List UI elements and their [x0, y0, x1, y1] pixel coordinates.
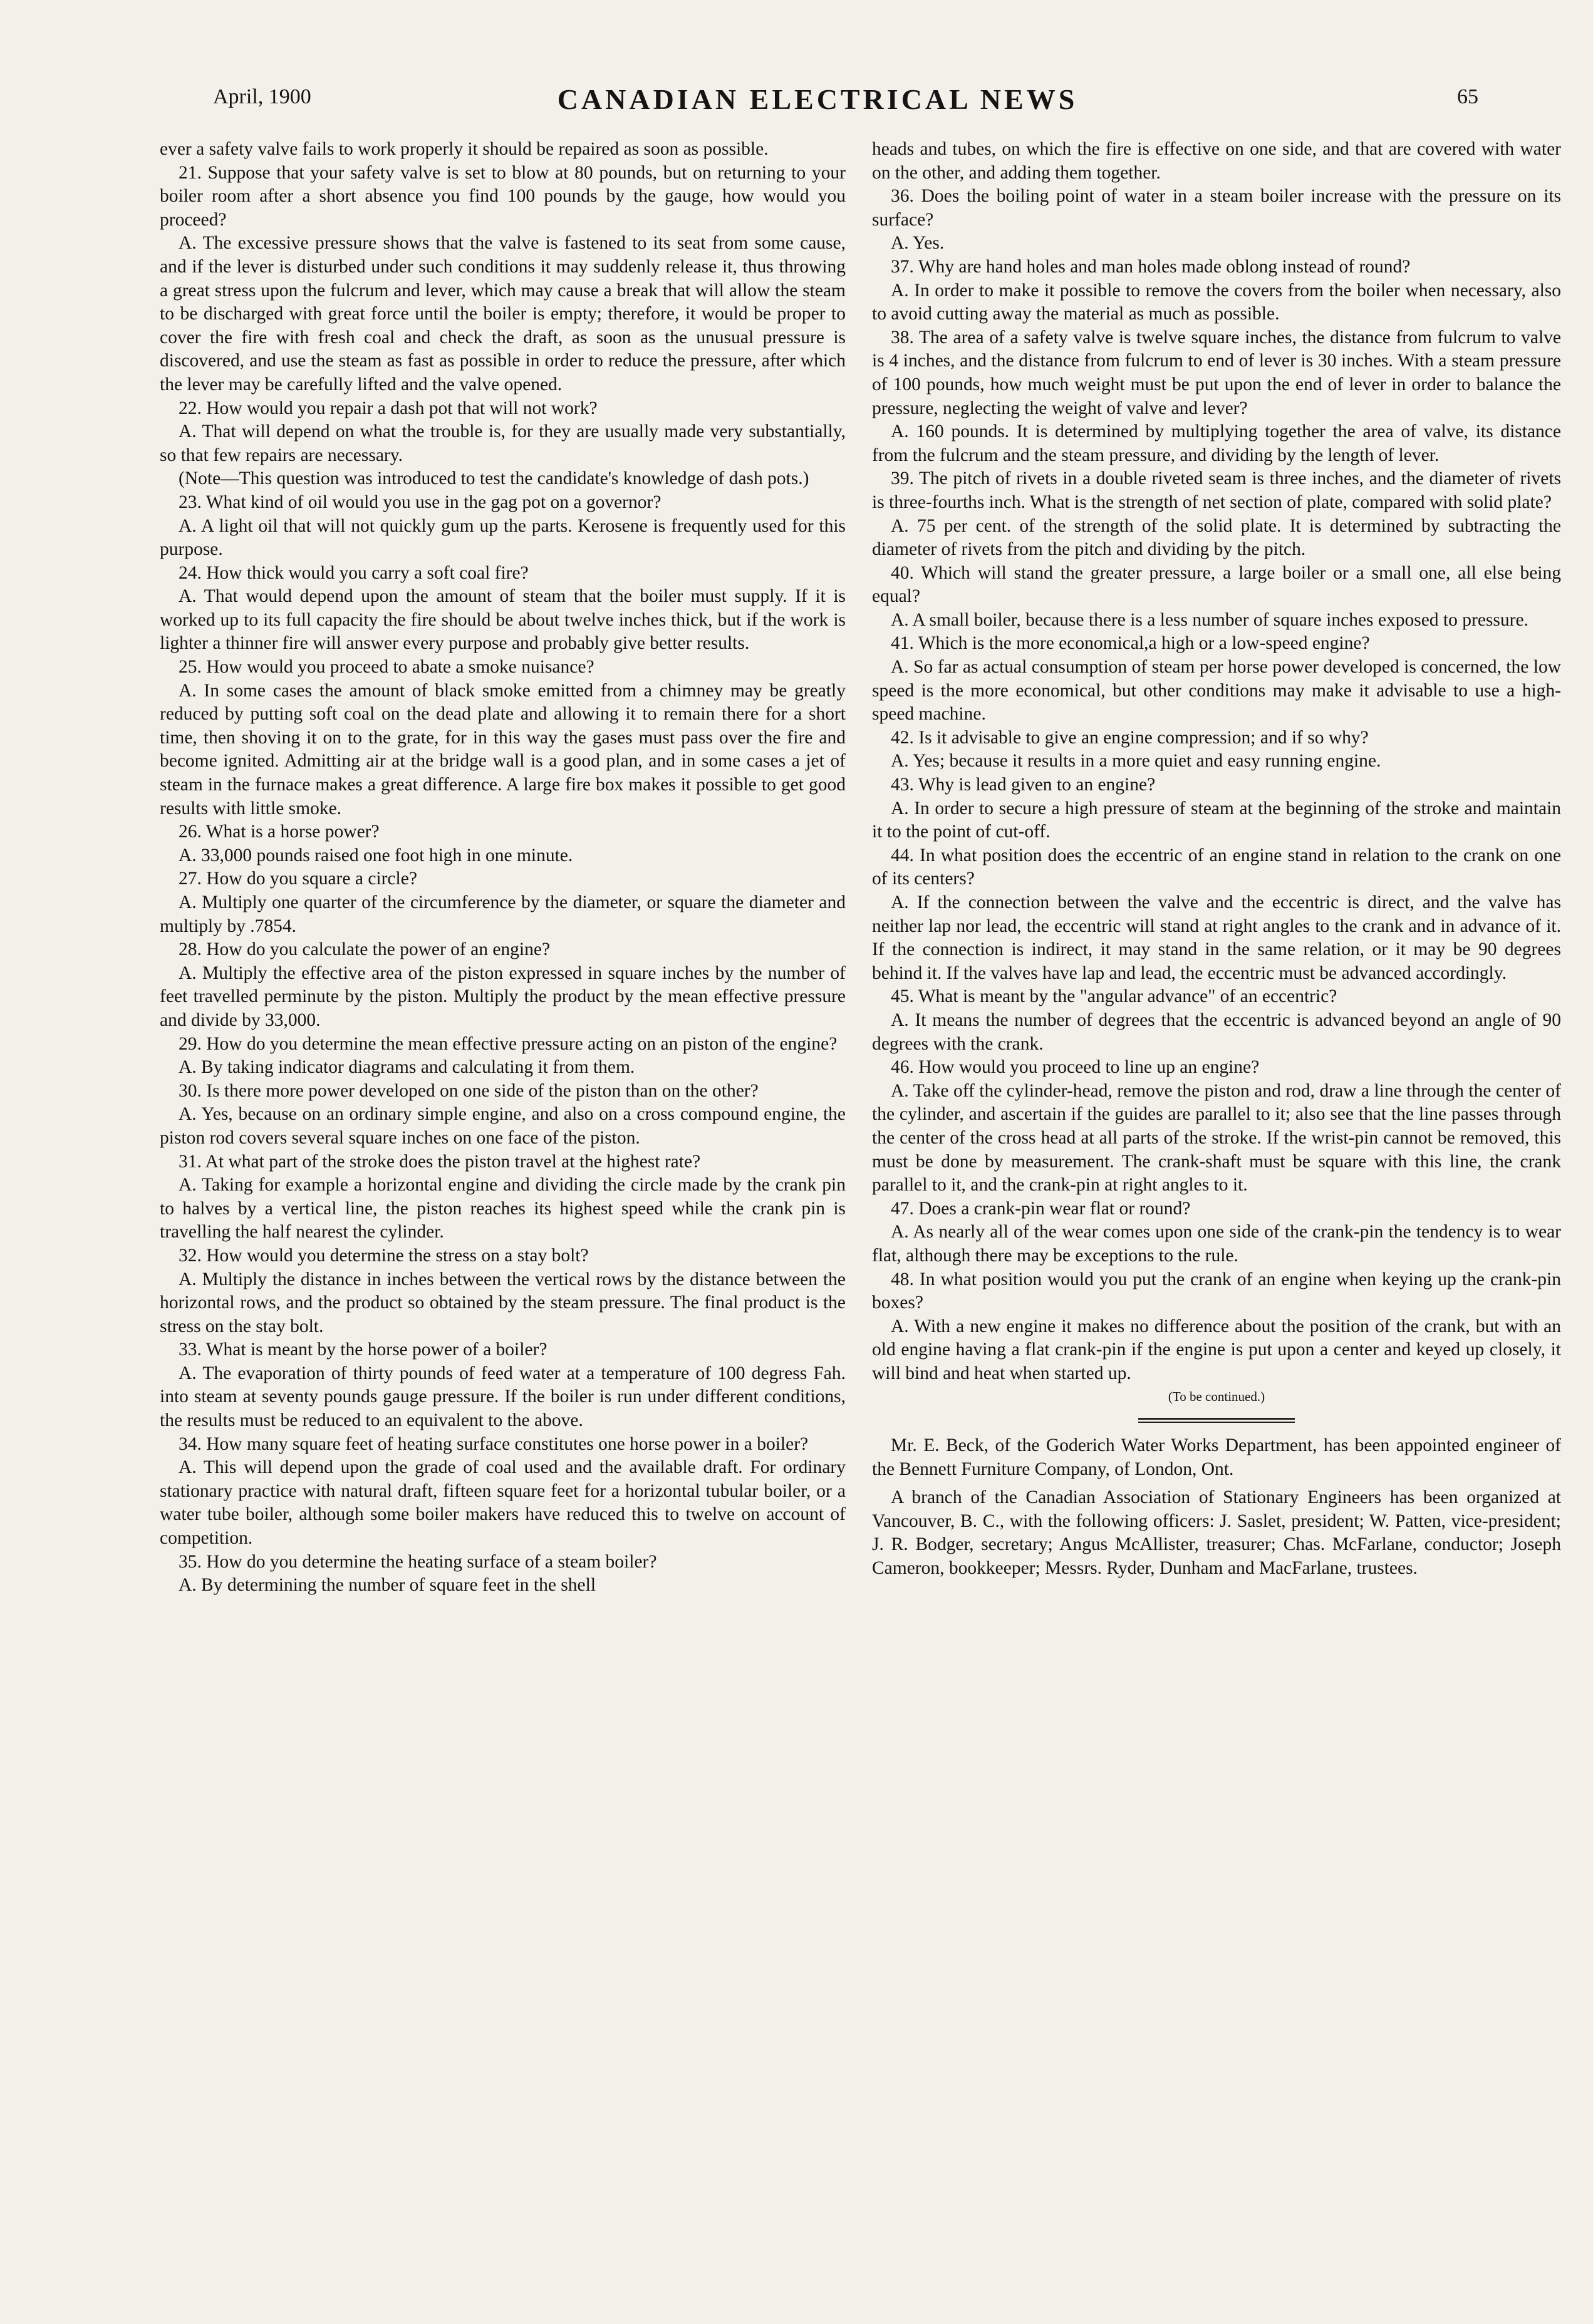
paragraph: A. 33,000 pounds raised one foot high in one minute. — [179, 845, 573, 865]
page-header — [157, 83, 1478, 118]
paragraph: 39. The pitch of rivets in a double riveted seam is three inches, and the diameter of rivets is three-fourths inch. What is the strength of net section of plate, compared with solid plate? — [872, 468, 1561, 512]
paragraph: 37. Why are hand holes and man holes made oblong instead of round? — [891, 256, 1411, 277]
news-item: A branch of the Canadian Association of Stationary Engineers has been organized at Vancouver, B. C., with the following officers: J. Saslet, president; W. Patten, vice-president; J. R. Bodger, secretary; Angus McAllister, treasurer; Chas. McFarlane, conductor; Joseph Cameron, bookkeeper; Messrs. Ryder, Dunham and MacFarlane, trustees. — [872, 1487, 1561, 1579]
issue-date: April, 1900 — [213, 85, 311, 108]
paragraph: 46. How would you proceed to line up an engine? — [891, 1057, 1260, 1078]
paragraph: 42. Is it advisable to give an engine compression; and if so why? — [891, 727, 1369, 748]
news-items — [872, 1434, 1561, 1581]
paragraph: 23. What kind of oil would you use in the gag pot on a governor? — [179, 492, 662, 512]
paragraph: 26. What is a horse power? — [179, 822, 380, 842]
left-column — [160, 138, 846, 2286]
paragraph: A. If the connection between the valve and the eccentric is direct, and the valve has neither lap nor lead, the eccentric will stand at right angles to the crank and in advance of it. If the connection is indirect, it may stand in the same relation, or it may be 90 degrees behind it. If the valves have lap and lead, the eccentric must be advanced accordingly. — [872, 892, 1561, 983]
paragraph: A. Multiply the effective area of the piston expressed in square inches by the number of feet travelled perminute by the piston. Multiply the product by the mean effective pressure and divide by 33,000. — [160, 963, 846, 1030]
right-column — [872, 138, 1561, 2286]
paragraph: A. It means the number of degrees that the eccentric is advanced beyond an angle of 90 degrees with the crank. — [872, 1010, 1561, 1054]
paragraph: A. In order to make it possible to remove the covers from the boiler when necessary, also to avoid cutting away the material as much as possible. — [872, 280, 1561, 324]
page-number: 65 — [1457, 85, 1478, 108]
paragraph: A. Yes. — [891, 233, 945, 254]
paragraph: 33. What is meant by the horse power of a boiler? — [179, 1340, 547, 1360]
paragraph: A. Taking for example a horizontal engine and dividing the circle made by the crank pin to halves by a vertical line, the piston reaches its highest speed while the crank pin is travelling the half nearest the cylinder. — [160, 1175, 846, 1242]
paragraph: 43. Why is lead given to an engine? — [891, 775, 1156, 795]
paragraph: 47. Does a crank-pin wear flat or round? — [891, 1198, 1191, 1219]
paragraph: A. By determining the number of square feet in the shell — [179, 1575, 596, 1596]
news-item: Mr. E. Beck, of the Goderich Water Works Department, has been appointed engineer of the Bennett Furniture Company, of London, Ont. — [872, 1435, 1561, 1479]
paragraph: (Note—This question was introduced to test the candidate's knowledge of dash pots.) — [179, 468, 809, 489]
paragraph: A. Yes, because on an ordinary simple engine, and also on a cross compound engine, the piston rod covers several square inches on one face of the piston. — [160, 1104, 846, 1148]
paragraph: A. Multiply one quarter of the circumference by the diameter, or square the diameter and multiply by .7854. — [160, 892, 846, 936]
paragraph: 41. Which is the more economical,a high or a low-speed engine? — [891, 633, 1370, 654]
paragraph: A. The evaporation of thirty pounds of feed water at a temperature of 100 degress Fah. into steam at seventy pounds gauge pressure. If the boiler is run under different conditions, the results must be reduced to an equivalent to the above. — [160, 1363, 846, 1431]
paragraph: A. As nearly all of the wear comes upon one side of the crank-pin the tendency is to wear flat, although there may be exceptions to the rule. — [872, 1222, 1561, 1266]
paragraph: 38. The area of a safety valve is twelve square inches, the distance from fulcrum to valve is 4 inches, and the distance from fulcrum to end of lever is 30 inches. With a steam pressure of 100 pounds, how much weight must be put upon the end of lever in order to balance the pressure, neglecting the weight of valve and lever? — [872, 327, 1561, 418]
paragraph: 35. How do you determine the heating surface of a steam boiler? — [179, 1551, 657, 1572]
paragraph: A. In order to secure a high pressure of steam at the beginning of the stroke and maintain it to the point of cut-off. — [872, 798, 1561, 842]
paragraph: A. That would depend upon the amount of steam that the boiler must supply. If it is worked up to its full capacity the fire should be about twelve inches thick, but if the work is lighter a thinner fire will answer every purpose and probably give better results. — [160, 586, 846, 654]
paragraph: A. This will depend upon the grade of coal used and the available draft. For ordinary stationary practice with natural draft, fifteen square feet for a horizontal tubular boiler, or a water tube boiler, although some boiler makers have reduced this to twelve on account of competition. — [160, 1457, 846, 1549]
paragraph: A. Take off the cylinder-head, remove the piston and rod, draw a line through the center of the cylinder, and ascertain if the guides are parallel to it; also see that the line passes through the center of the cross head at all parts of the stroke. If the wrist-pin cannot be removed, this must be done by measurement. The crank-shaft must be square with this line, the crank parallel to it, and the crank-pin at right angles to it. — [872, 1080, 1561, 1196]
paragraph: 44. In what position does the eccentric of an engine stand in relation to the crank on one of its centers? — [872, 845, 1561, 889]
paragraph: 31. At what part of the stroke does the piston travel at the highest rate? — [179, 1151, 701, 1172]
paragraph: 25. How would you proceed to abate a smoke nuisance? — [179, 657, 594, 678]
paragraph: A. Multiply the distance in inches between the vertical rows by the distance between the horizontal rows, and the product so obtained by the steam pressure. The final product is the stress on the stay bolt. — [160, 1269, 846, 1336]
paragraph: 48. In what position would you put the crank of an engine when keying up the crank-pin boxes? — [872, 1269, 1561, 1313]
paragraph: A. With a new engine it makes no difference about the position of the crank, but with an old engine having a flat crank-pin if the engine is put upon a center and keyed up closely, it will bind and heat when started up. — [872, 1316, 1561, 1383]
paragraph: A. So far as actual consumption of steam per horse power developed is concerned, the low speed is the more economical, but other conditions may make it advisable to use a high-speed machine. — [872, 657, 1561, 725]
paragraph: A. 75 per cent. of the strength of the solid plate. It is determined by subtracting the diameter of rivets from the pitch and dividing by the pitch. — [872, 515, 1561, 560]
paragraph: 36. Does the boiling point of water in a steam boiler increase with the pressure on its surface? — [872, 186, 1561, 230]
paragraph: A. That will depend on what the trouble is, for they are usually made very substantially, so that few repairs are necessary. — [160, 421, 846, 465]
paragraph: A. In some cases the amount of black smoke emitted from a chimney may be greatly reduced by putting soft coal on the dead plate and allowing it to remain there for a short time, then shoving it on to the grate, for in this way the gases must pass over the fire and become ignited. Admitting air at the bridge wall is a good plan, and in some cases a jet of steam in the furnace makes a great difference. A large fire box makes it possible to get good results with little smoke. — [160, 680, 846, 819]
paragraph: 24. How thick would you carry a soft coal fire? — [179, 562, 529, 583]
paragraph: 21. Suppose that your safety valve is set to blow at 80 pounds, but on returning to your boiler room after a short absence you find 100 pounds by the gauge, how would you proceed? — [160, 162, 846, 230]
paragraph: A. A small boiler, because there is a less number of square inches exposed to pressure. — [891, 609, 1528, 630]
divider-rule — [1138, 1422, 1295, 1423]
to-be-continued-note: (To be continued.) — [1168, 1389, 1265, 1405]
paragraph: 22. How would you repair a dash pot that will not work? — [179, 398, 598, 418]
paragraph: 27. How do you square a circle? — [179, 869, 417, 889]
paragraph: 28. How do you calculate the power of an engine? — [179, 939, 551, 960]
masthead-title: CANADIAN ELECTRICAL NEWS — [557, 83, 1078, 115]
paragraph: 45. What is meant by the "angular advance" of an eccentric? — [891, 986, 1337, 1007]
paragraph: ever a safety valve fails to work properly it should be repaired as soon as possible. — [160, 139, 769, 159]
paragraph: A. Yes; because it results in a more quiet and easy running engine. — [891, 751, 1381, 772]
paragraph: heads and tubes, on which the fire is effective on one side, and that are covered with water on the other, and adding them together. — [872, 139, 1561, 183]
paragraph: A. A light oil that will not quickly gum up the parts. Kerosene is frequently used for this purpose. — [160, 515, 846, 560]
paragraph: 29. How do you determine the mean effective pressure acting on an piston of the engine? — [179, 1033, 838, 1054]
paragraph: A. 160 pounds. It is determined by multiplying together the area of valve, its distance from the fulcrum and the steam pressure, and dividing by the length of lever. — [872, 421, 1561, 465]
paragraph: 32. How would you determine the stress on a stay bolt? — [179, 1245, 589, 1266]
divider-rule — [1138, 1418, 1295, 1420]
paragraph: 34. How many square feet of heating surface constitutes one horse power in a boiler? — [179, 1433, 809, 1454]
paragraph: A. The excessive pressure shows that the valve is fastened to its seat from some cause, and if the lever is disturbed under such conditions it may suddenly release it, thus throwing a great stress upon the fulcrum and lever, which may cause a break that will allow the steam to be discharged with great force until the boiler is empty; therefore, it would be proper to cover the fire with fresh coal and check the draft, as soon as the unusual pressure is discovered, and use the steam as fast as possible in order to reduce the pressure, after which the lever may be carefully lifted and the valve opened. — [160, 233, 846, 395]
paragraph: A. By taking indicator diagrams and calculating it from them. — [179, 1057, 635, 1078]
paragraph: 30. Is there more power developed on one side of the piston than on the other? — [179, 1080, 759, 1101]
paragraph: 40. Which will stand the greater pressure, a large boiler or a small one, all else being equal? — [872, 562, 1561, 607]
section-divider — [872, 1418, 1561, 1423]
